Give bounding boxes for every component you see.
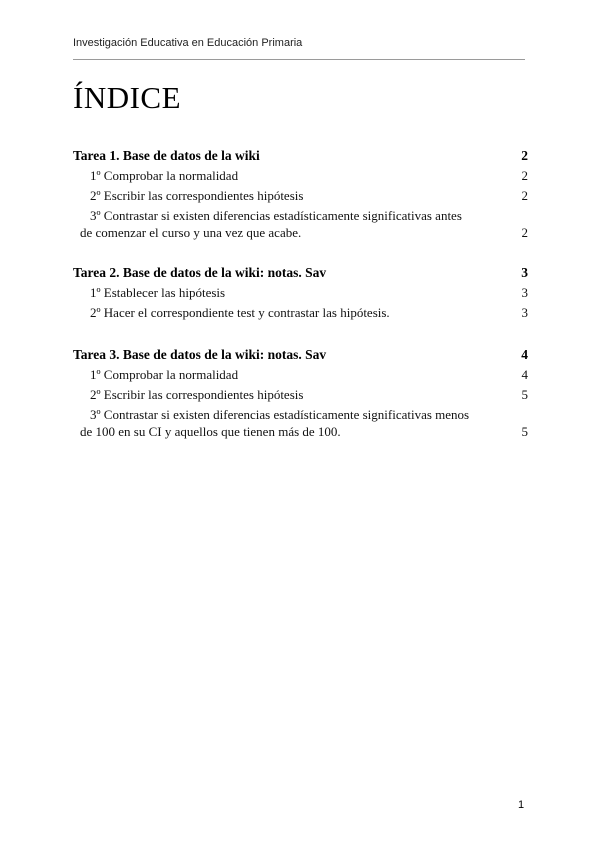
toc-subentry[interactable] [73,283,528,303]
toc-subentry-line-2: de 100 en su CI y aquellos que tienen más de 100. [80,424,341,439]
toc-entry-title: Tarea 2. Base de datos de la wiki: notas. Sav [73,265,327,280]
toc-subentry-text: 1º Comprobar la normalidad [90,168,239,183]
toc-entry-title: Tarea 3. Base de datos de la wiki: notas. Sav [73,347,327,362]
toc-subentry-text: 2º Escribir las correspondientes hipótesis [90,387,304,402]
toc-subentry[interactable] [73,365,528,385]
toc-page-number: 3 [521,265,528,280]
toc-entry-tarea-1[interactable] [73,146,528,166]
toc-page-number: 3 [521,285,528,300]
toc-subentry[interactable] [73,406,528,440]
toc-page-number: 2 [521,188,528,203]
header-divider [73,59,525,60]
page-title: ÍNDICE [73,80,182,115]
running-header: Investigación Educativa en Educación Primaria [73,37,303,49]
toc-entry-title: Tarea 1. Base de datos de la wiki [73,148,260,163]
toc-page-number: 2 [521,225,528,240]
footer-page-number: 1 [518,799,525,811]
toc-subentry-line-1: 3º Contrastar si existen diferencias estadísticamente significativas antes [90,208,462,223]
toc-subentry-text [80,406,470,440]
toc-section-1 [73,146,528,241]
toc-subentry[interactable] [73,166,528,186]
toc-page-number: 5 [521,424,528,439]
toc-page-number: 2 [521,168,528,183]
toc-subentry-text [80,207,462,241]
toc-page-number: 4 [521,367,528,382]
toc-subentry-text: 1º Establecer las hipótesis [90,285,226,300]
toc-subentry-text: 2º Escribir las correspondientes hipótesis [90,188,304,203]
toc-page-number: 5 [521,387,528,402]
toc-subentry-text: 2º Hacer el correspondiente test y contrastar las hipótesis. [90,305,390,320]
table-of-contents [73,146,528,462]
toc-page-number: 4 [521,347,528,362]
toc-subentry-line-2: de comenzar el curso y una vez que acabe. [80,225,302,240]
toc-section-3 [73,345,528,440]
toc-entry-tarea-2[interactable] [73,263,528,283]
toc-page-number: 3 [521,305,528,320]
toc-subentry[interactable] [73,207,528,241]
toc-entry-tarea-3[interactable] [73,345,528,365]
toc-subentry[interactable] [73,186,528,206]
toc-page-number: 2 [521,148,528,163]
toc-section-2 [73,263,528,323]
toc-subentry[interactable] [73,303,528,323]
toc-subentry[interactable] [73,385,528,405]
toc-subentry-text: 1º Comprobar la normalidad [90,367,239,382]
toc-subentry-line-1: 3º Contrastar si existen diferencias estadísticamente significativas menos [90,407,470,422]
